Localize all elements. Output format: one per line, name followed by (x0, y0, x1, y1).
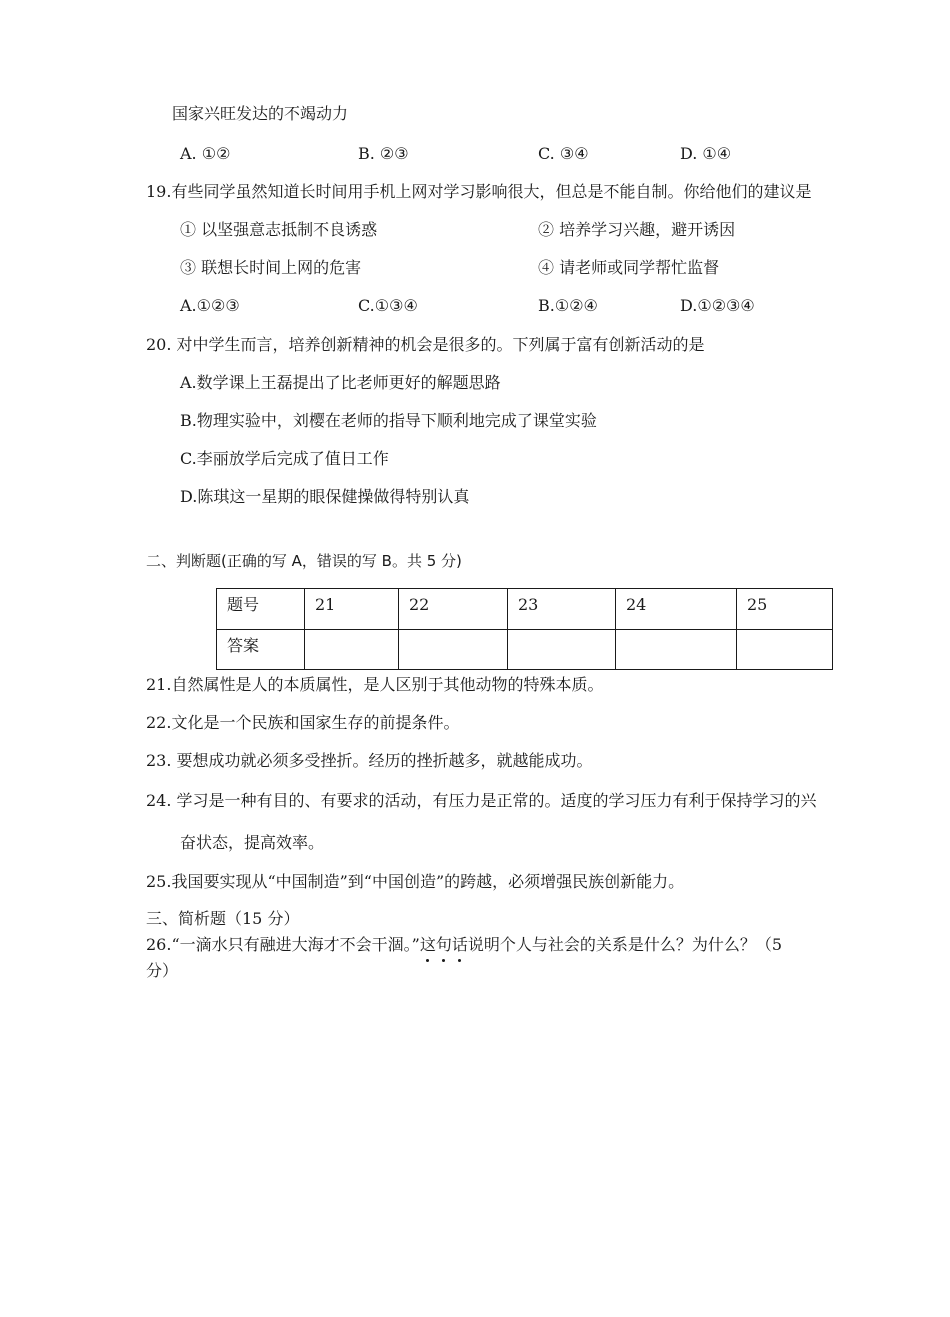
q19-item-4: ④ 请老师或同学帮忙监督 (538, 258, 720, 277)
table-number-25: 25 (737, 589, 833, 630)
table-header-label: 题号 (217, 589, 305, 630)
q20-option-b: B.物理实验中，刘樱在老师的指导下顺利地完成了课堂实验 (180, 411, 597, 430)
q18-continued-text: 国家兴旺发达的不竭动力 (172, 104, 349, 123)
judgment-24-line2: 奋状态，提高效率。 (180, 833, 325, 852)
q26-line1 (146, 934, 782, 956)
answer-cell-21[interactable] (305, 629, 399, 670)
table-answer-label: 答案 (217, 629, 305, 670)
q26-suffix: 说明个人与社会的关系是什么？为什么？（5 (467, 935, 783, 954)
q18-option-a: A. ①② (180, 144, 231, 163)
q26-emphasis-char-1: 这 (419, 935, 436, 954)
table-header-row (217, 589, 833, 630)
q19-item-3: ③ 联想长时间上网的危害 (180, 258, 362, 277)
answer-table (216, 588, 833, 670)
table-number-23: 23 (508, 589, 616, 630)
answer-cell-25[interactable] (737, 629, 833, 670)
q19-option-d: D.①②③④ (680, 296, 755, 315)
table-number-21: 21 (305, 589, 399, 630)
q26-line2: 分） (146, 961, 179, 980)
q19-stem: 19.有些同学虽然知道长时间用手机上网对学习影响很大，但总是不能自制。你给他们的建议是 (146, 182, 812, 201)
q26-prefix: 26.“一滴水只有融进大海才不会干涸。” (146, 935, 420, 954)
section2-heading: 二、判断题(正确的写 A，错误的写 B。共 5 分) (146, 552, 462, 570)
answer-cell-22[interactable] (399, 629, 508, 670)
q20-option-c: C.李丽放学后完成了值日工作 (180, 449, 389, 468)
judgment-24-line1: 24. 学习是一种有目的、有要求的活动，有压力是正常的。适度的学习压力有利于保持学习的兴 (146, 791, 817, 810)
q18-option-c: C. ③④ (538, 144, 589, 163)
judgment-23: 23. 要想成功就必须多受挫折。经历的挫折越多，就越能成功。 (146, 751, 593, 770)
table-answer-row (217, 629, 833, 670)
table-number-24: 24 (616, 589, 737, 630)
q26-emphasis-char-3: 话 (451, 935, 468, 954)
judgment-22: 22.文化是一个民族和国家生存的前提条件。 (146, 713, 460, 732)
q19-option-c: C.①③④ (358, 296, 418, 315)
judgment-21: 21.自然属性是人的本质属性，是人区别于其他动物的特殊本质。 (146, 675, 604, 694)
answer-cell-24[interactable] (616, 629, 737, 670)
q19-option-b: B.①②④ (538, 296, 598, 315)
judgment-25: 25.我国要实现从“中国制造”到“中国创造”的跨越，必须增强民族创新能力。 (146, 872, 685, 891)
table-number-22: 22 (399, 589, 508, 630)
q20-stem: 20. 对中学生而言，培养创新精神的机会是很多的。下列属于富有创新活动的是 (146, 335, 705, 354)
answer-cell-23[interactable] (508, 629, 616, 670)
q26-emphasis-char-2: 句 (435, 935, 452, 954)
q20-option-d: D.陈琪这一星期的眼保健操做得特别认真 (180, 487, 470, 506)
q19-option-a: A.①②③ (180, 296, 240, 315)
q19-item-2: ② 培养学习兴趣，避开诱因 (538, 220, 736, 239)
q19-item-1: ① 以坚强意志抵制不良诱惑 (180, 220, 378, 239)
q18-option-d: D. ①④ (680, 144, 732, 163)
q18-option-b: B. ②③ (358, 144, 409, 163)
section3-heading: 三、简析题（15 分） (146, 909, 300, 928)
q20-option-a: A.数学课上王磊提出了比老师更好的解题思路 (180, 373, 501, 392)
